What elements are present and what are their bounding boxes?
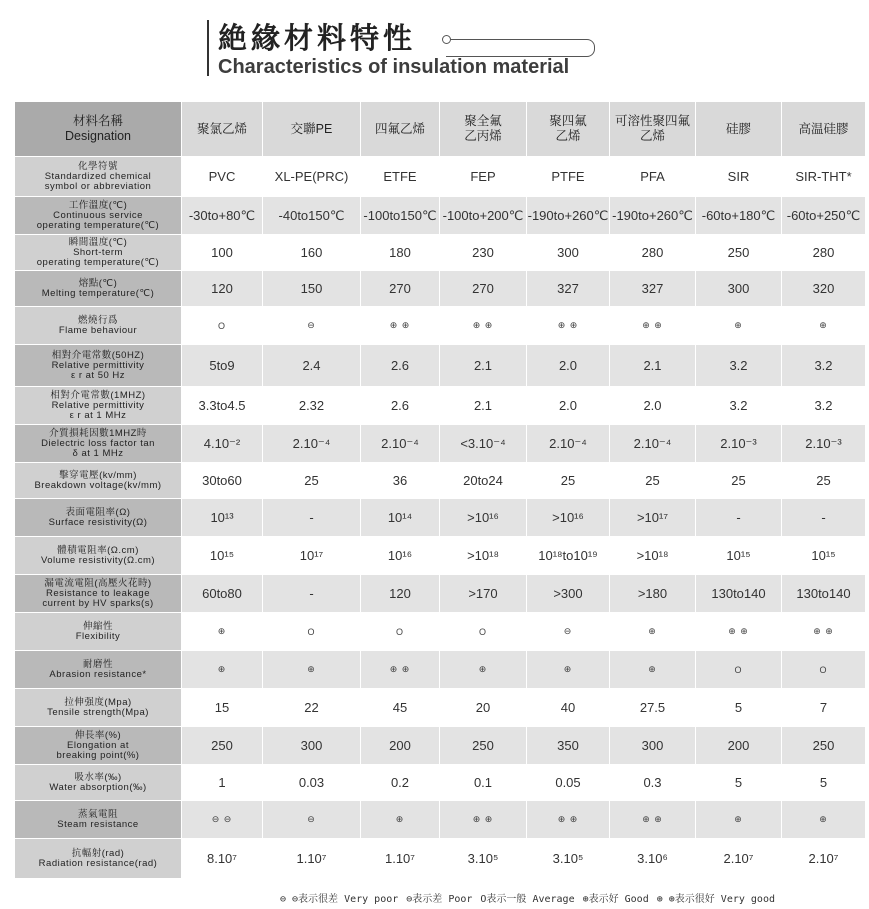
table-cell: 3.2 (696, 345, 782, 387)
column-header-material: 聚氯乙烯 (182, 102, 263, 157)
legend-item: ⊕表示好 Good (582, 894, 649, 905)
table-row (15, 537, 866, 575)
table-cell: 2.1 (440, 387, 527, 425)
table-cell: ⊕ (527, 651, 610, 689)
table-cell: 230 (440, 235, 527, 271)
title-leader-line (446, 39, 595, 57)
table-cell: 180 (361, 235, 440, 271)
table-cell: 3.2 (782, 387, 866, 425)
table-cell: 300 (696, 271, 782, 307)
table-cell: - (696, 499, 782, 537)
legend-item: ⊖ ⊖表示很差 Very poor (280, 894, 399, 905)
table-cell: >10¹⁶ (527, 499, 610, 537)
table-cell: 60to80 (182, 575, 263, 613)
row-label: 伸縮性 Flexibility (15, 613, 182, 651)
row-label: 拉伸强度(Mpa) Tensile strength(Mpa) (15, 689, 182, 727)
row-label: 化學符號 Standardized chemical symbol or abbreviation (15, 157, 182, 197)
table-row (15, 575, 866, 613)
table-cell: ⊕ ⊕ (527, 801, 610, 839)
table-cell: 2.32 (263, 387, 361, 425)
table-cell: ⊕ (696, 801, 782, 839)
table-cell: 0.2 (361, 765, 440, 801)
table-cell: 25 (527, 463, 610, 499)
table-row (15, 613, 866, 651)
table-cell: 8.10⁷ (182, 839, 263, 879)
table-cell: 160 (263, 235, 361, 271)
table-cell: 1.10⁷ (361, 839, 440, 879)
table-cell: 2.4 (263, 345, 361, 387)
table-cell: >10¹⁸ (440, 537, 527, 575)
table-row (15, 271, 866, 307)
table-cell: SIR (696, 157, 782, 197)
table-cell: 3.10⁵ (440, 839, 527, 879)
table-cell: ⊕ (782, 801, 866, 839)
column-header-material: 高温硅膠 (782, 102, 866, 157)
table-cell: ⊖ ⊖ (182, 801, 263, 839)
table-row (15, 727, 866, 765)
row-label: 工作溫度(℃) Continuous service operating temperature(℃) (15, 197, 182, 235)
table-cell: - (782, 499, 866, 537)
page-header (0, 0, 869, 90)
table-row (15, 387, 866, 425)
table-cell: 2.10⁷ (782, 839, 866, 879)
table-row (15, 651, 866, 689)
table-cell: 5 (696, 765, 782, 801)
legend-item: O表示一般 Average (480, 894, 575, 905)
table-cell: ⊕ (263, 651, 361, 689)
table-cell: 130to140 (782, 575, 866, 613)
table-cell: >10¹⁷ (610, 499, 696, 537)
table-cell: 0.03 (263, 765, 361, 801)
table-cell: PFA (610, 157, 696, 197)
table-cell: 150 (263, 271, 361, 307)
column-header-material: 聚四氟 乙烯 (527, 102, 610, 157)
table-cell: 10¹⁸to10¹⁹ (527, 537, 610, 575)
table-cell: 2.6 (361, 345, 440, 387)
table-cell: ⊕ ⊕ (610, 307, 696, 345)
table-cell: - (263, 499, 361, 537)
table-cell: ⊕ (182, 613, 263, 651)
table-cell: 2.10⁻⁴ (610, 425, 696, 463)
table-cell: 10¹⁶ (361, 537, 440, 575)
table-cell: 10¹⁵ (696, 537, 782, 575)
table-cell: ⊕ ⊕ (361, 651, 440, 689)
table-cell: -190to+260℃ (527, 197, 610, 235)
column-header-material: 可溶性聚四氟 乙烯 (610, 102, 696, 157)
table-cell: ⊕ (782, 307, 866, 345)
table-cell: 300 (263, 727, 361, 765)
row-label: 瞬間溫度(℃) Short-term operating temperature(℃) (15, 235, 182, 271)
table-row (15, 157, 866, 197)
table-cell: 7 (782, 689, 866, 727)
table-cell: 120 (361, 575, 440, 613)
table-cell: XL-PE(PRC) (263, 157, 361, 197)
row-label: 抗輻射(rad) Radiation resistance(rad) (15, 839, 182, 879)
table-cell: 10¹⁴ (361, 499, 440, 537)
table-cell: 2.10⁻⁴ (361, 425, 440, 463)
table-cell: 120 (182, 271, 263, 307)
table-cell: 100 (182, 235, 263, 271)
table-cell: SIR-THT* (782, 157, 866, 197)
header-divider (207, 20, 209, 76)
table-cell: 3.10⁵ (527, 839, 610, 879)
table-cell: 350 (527, 727, 610, 765)
table-cell: -30to+80℃ (182, 197, 263, 235)
table-cell: 2.0 (610, 387, 696, 425)
table-cell: 22 (263, 689, 361, 727)
rating-legend (280, 890, 783, 905)
table-cell: 45 (361, 689, 440, 727)
table-cell: ⊕ ⊕ (440, 801, 527, 839)
table-cell: 130to140 (696, 575, 782, 613)
table-cell: O (782, 651, 866, 689)
row-label: 表面電阻率(Ω) Surface resistivity(Ω) (15, 499, 182, 537)
table-cell: 5 (696, 689, 782, 727)
table-row (15, 839, 866, 879)
table-cell: -60to+180℃ (696, 197, 782, 235)
table-cell: 280 (782, 235, 866, 271)
table-cell: ⊕ (182, 651, 263, 689)
column-header-material: 硅膠 (696, 102, 782, 157)
table-row (15, 499, 866, 537)
table-cell: ⊖ (263, 801, 361, 839)
table-row (15, 463, 866, 499)
table-cell: 250 (782, 727, 866, 765)
table-cell: 2.0 (527, 345, 610, 387)
table-row (15, 765, 866, 801)
table-cell: <3.10⁻⁴ (440, 425, 527, 463)
row-label: 伸長率(%) Elongation at breaking point(%) (15, 727, 182, 765)
table-cell: 10¹³ (182, 499, 263, 537)
table-cell: 4.10⁻² (182, 425, 263, 463)
table-cell: 27.5 (610, 689, 696, 727)
table-cell: >10¹⁶ (440, 499, 527, 537)
table-cell: ⊕ ⊕ (782, 613, 866, 651)
table-cell: ⊕ ⊕ (361, 307, 440, 345)
table-cell: O (440, 613, 527, 651)
table-cell: >180 (610, 575, 696, 613)
legend-item: ⊖表示差 Poor (406, 894, 473, 905)
table-cell: 200 (696, 727, 782, 765)
table-cell: O (182, 307, 263, 345)
table-cell: 250 (696, 235, 782, 271)
table-cell: 327 (610, 271, 696, 307)
table-cell: 2.10⁻⁴ (527, 425, 610, 463)
table-cell: 300 (610, 727, 696, 765)
page-title-cn: 絶緣材料特性 (218, 21, 417, 55)
table-cell: >10¹⁸ (610, 537, 696, 575)
table-cell: 5 (782, 765, 866, 801)
table-cell: 0.05 (527, 765, 610, 801)
table-cell: 250 (182, 727, 263, 765)
column-header-material: 四氟乙烯 (361, 102, 440, 157)
table-cell: >300 (527, 575, 610, 613)
table-cell: 20to24 (440, 463, 527, 499)
table-row (15, 235, 866, 271)
table-cell: 5to9 (182, 345, 263, 387)
row-label: 體積電阻率(Ω.cm) Volume resistivity(Ω.cm) (15, 537, 182, 575)
table-cell: 320 (782, 271, 866, 307)
row-label: 熔點(℃) Melting temperature(℃) (15, 271, 182, 307)
table-cell: 40 (527, 689, 610, 727)
table-cell: -40to150℃ (263, 197, 361, 235)
row-label: 擊穿電壓(kv/mm) Breakdown voltage(kv/mm) (15, 463, 182, 499)
insulation-characteristics-table (15, 102, 866, 879)
table-cell: ⊕ (440, 651, 527, 689)
table-cell: -60to+250℃ (782, 197, 866, 235)
table-cell: 3.2 (696, 387, 782, 425)
table-cell: 30to60 (182, 463, 263, 499)
table-cell: 2.6 (361, 387, 440, 425)
table-cell: 2.10⁻³ (696, 425, 782, 463)
table-cell: PVC (182, 157, 263, 197)
table-cell: 25 (610, 463, 696, 499)
table-cell: ⊕ ⊕ (527, 307, 610, 345)
table-cell: ⊕ (610, 651, 696, 689)
table-cell: 25 (696, 463, 782, 499)
table-cell: -100to150℃ (361, 197, 440, 235)
table-cell: 2.10⁻³ (782, 425, 866, 463)
table-cell: 2.0 (527, 387, 610, 425)
table-cell: 250 (440, 727, 527, 765)
table-cell: 20 (440, 689, 527, 727)
table-cell: O (361, 613, 440, 651)
row-label: 吸水率(‰) Water absorption(‰) (15, 765, 182, 801)
table-cell: 25 (782, 463, 866, 499)
table-cell: 280 (610, 235, 696, 271)
table-cell: FEP (440, 157, 527, 197)
table-cell: ⊕ (610, 613, 696, 651)
table-cell: O (263, 613, 361, 651)
table-cell: 3.2 (782, 345, 866, 387)
table-cell: ⊖ (263, 307, 361, 345)
table-cell: >170 (440, 575, 527, 613)
column-header-designation: 材料名稱 Designation (15, 102, 182, 157)
table-row (15, 345, 866, 387)
table-cell: 10¹⁷ (263, 537, 361, 575)
row-label: 相對介電常數(50HZ) Relative permittivity ε r at 50 Hz (15, 345, 182, 387)
row-label: 燃燒行爲 Flame behaviour (15, 307, 182, 345)
table-cell: -190to+260℃ (610, 197, 696, 235)
table-cell: 2.1 (440, 345, 527, 387)
table-row (15, 307, 866, 345)
legend-item: ⊕ ⊕表示很好 Very good (656, 894, 775, 905)
table-cell: 36 (361, 463, 440, 499)
table-cell: 270 (440, 271, 527, 307)
table-cell: 10¹⁵ (182, 537, 263, 575)
row-label: 相對介電常數(1MHZ) Relative permittivity ε r at 1 MHz (15, 387, 182, 425)
table-row (15, 425, 866, 463)
table-cell: 1 (182, 765, 263, 801)
table-cell: ⊕ ⊕ (696, 613, 782, 651)
title-leader-dot (442, 35, 451, 44)
table-row (15, 197, 866, 235)
table-cell: 327 (527, 271, 610, 307)
page-title-en: Characteristics of insulation material (218, 56, 570, 78)
table-cell: 25 (263, 463, 361, 499)
table-cell: 0.1 (440, 765, 527, 801)
table-cell: ⊕ (696, 307, 782, 345)
table-cell: 10¹⁵ (782, 537, 866, 575)
table-cell: ⊕ ⊕ (610, 801, 696, 839)
table-cell: 3.10⁶ (610, 839, 696, 879)
column-header-material: 交聯PE (263, 102, 361, 157)
row-label: 漏電流電阻(高壓火花時) Resistance to leakage current by HV sparks(s) (15, 575, 182, 613)
table-cell: 2.10⁻⁴ (263, 425, 361, 463)
table-cell: O (696, 651, 782, 689)
table-cell: ⊕ (361, 801, 440, 839)
table-cell: 3.3to4.5 (182, 387, 263, 425)
table-cell: - (263, 575, 361, 613)
column-header-material: 聚全氟 乙丙烯 (440, 102, 527, 157)
table-body (15, 157, 866, 879)
table-cell: 1.10⁷ (263, 839, 361, 879)
table-cell: 2.1 (610, 345, 696, 387)
row-label: 介質損耗因數1MHZ時 Dielectric loss factor tan δ at 1 MHz (15, 425, 182, 463)
row-label: 蒸氣電阻 Steam resistance (15, 801, 182, 839)
table-cell: 300 (527, 235, 610, 271)
table-cell: 2.10⁷ (696, 839, 782, 879)
table-cell: 15 (182, 689, 263, 727)
row-label: 耐磨性 Abrasion resistance* (15, 651, 182, 689)
table-cell: 200 (361, 727, 440, 765)
table-cell: ⊖ (527, 613, 610, 651)
table-cell: -100to+200℃ (440, 197, 527, 235)
table-cell: PTFE (527, 157, 610, 197)
table-row (15, 801, 866, 839)
table-cell: 0.3 (610, 765, 696, 801)
table-cell: 270 (361, 271, 440, 307)
table-row (15, 689, 866, 727)
table-cell: ⊕ ⊕ (440, 307, 527, 345)
table-header-row (15, 102, 866, 157)
table-cell: ETFE (361, 157, 440, 197)
